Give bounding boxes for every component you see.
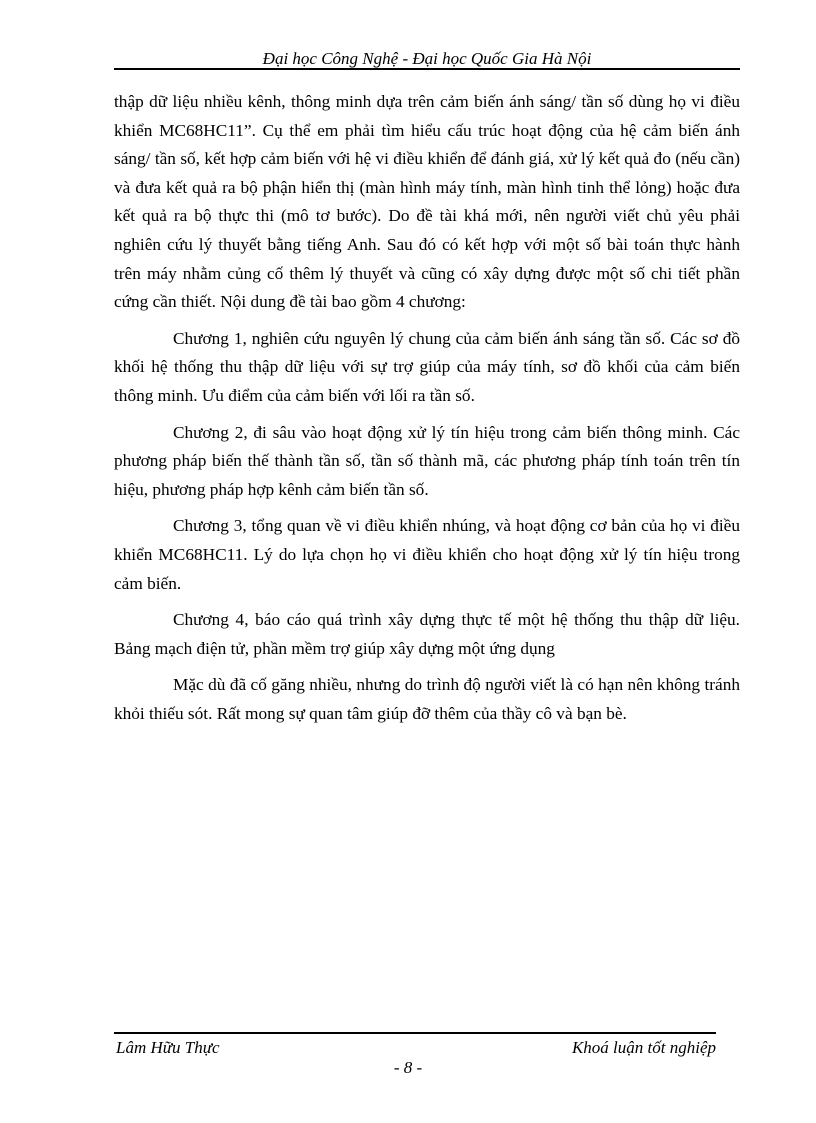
page-header-title: Đại học Công Nghệ - Đại học Quốc Gia Hà Nội xyxy=(262,49,592,68)
paragraph-chapter-3: Chương 3, tổng quan về vi điều khiển nhúng, và hoạt động cơ bản của họ vi điều khiển MC68HC11. Lý do lựa chọn họ vi điều khiển cho hoạt động xử lý tín hiệu trong cảm biến. xyxy=(114,516,740,593)
footer-author: Lâm Hữu Thực xyxy=(116,1038,220,1057)
header-divider xyxy=(114,68,740,70)
paragraph-chapter-1: Chương 1, nghiên cứu nguyên lý chung của cảm biến ánh sáng tần số. Các sơ đồ khối hệ thống thu thập dữ liệu với sự trợ giúp của máy tính, sơ đồ khối của cảm biến thông minh. Ưu điểm của cảm biến với lối ra tần số. xyxy=(114,328,740,405)
paragraph-chapter-2: Chương 2, đi sâu vào hoạt động xử lý tín hiệu trong cảm biến thông minh. Các phương pháp biến thế thành tần số, tần số thành mã, các phương pháp tính toán trên tín hiệu, phương pháp hợp kênh cảm biến tần số. xyxy=(114,422,740,499)
footer-divider xyxy=(114,1032,716,1034)
document-body xyxy=(114,88,740,736)
paragraph-intro: thập dữ liệu nhiều kênh, thông minh dựa trên cảm biến ánh sáng/ tần số dùng họ vi điều khiển MC68HC11”. Cụ thể em phải tìm hiểu cấu trúc hoạt động của hệ cảm biến ánh sáng/ tần số, kết hợp cảm biến với hệ vi điều khiển để đánh giá, xử lý kết quả đo (nếu cần) và đưa kết quả ra bộ phận hiển thị (màn hình máy tính, màn hình tinh thể lỏng) hoặc đưa kết quả ra bộ thực thi (mô tơ bước). Do đề tài khá mới, nên người viết chủ yêu phải nghiên cứu lý thuyết bằng tiếng Anh. Sau đó có kết hợp với một số bài toán thực hành trên máy nhằm củng cố thêm lý thuyết và cũng có xây dựng được một số chi tiết phần cứng cần thiết. Nội dung đề tài bao gồm 4 chương: xyxy=(114,92,740,312)
footer-document-type: Khoá luận tốt nghiệp xyxy=(571,1038,716,1057)
page-number: - 8 - xyxy=(393,1058,423,1077)
paragraph-chapter-4: Chương 4, báo cáo quá trình xây dựng thực tế một hệ thống thu thập dữ liệu. Bảng mạch điện tử, phần mềm trợ giúp xây dựng một ứng dụng xyxy=(114,610,740,658)
paragraph-closing: Mặc dù đã cố găng nhiều, nhưng do trình độ người viết là có hạn nên không tránh khỏi thiếu sót. Rất mong sự quan tâm giúp đỡ thêm của thầy cô và bạn bè. xyxy=(114,675,740,723)
